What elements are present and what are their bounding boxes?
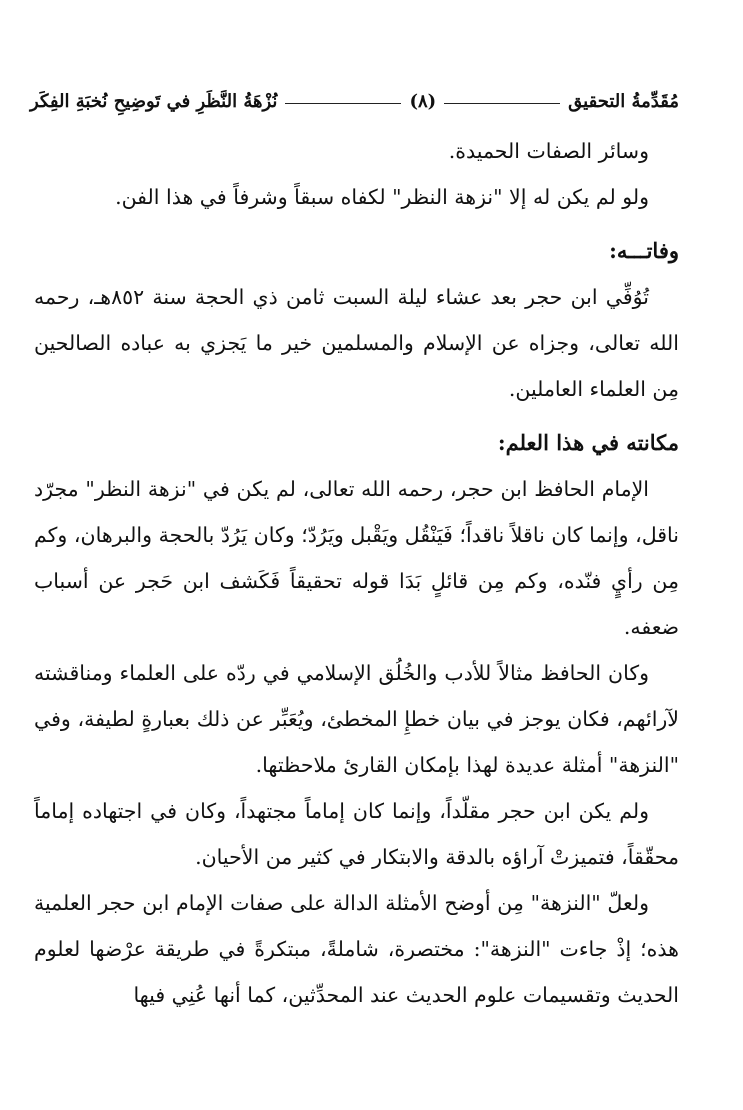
paragraph: تُوُفِّي ابن حجر بعد عشاء ليلة السبت ثامن ذي الحجة سنة ٨٥٢هـ، رحمه الله تعالى، وجزاه عن الإسلام والمسلمين خير ما يَجزي به عباده الصالحين مِن العلماء العاملين. [34, 285, 679, 401]
section-heading-death: وفاتـــه: [609, 238, 679, 263]
book-title: نُزْهَةُ النَّظَرِ في تَوضِيحِ نُخبَةِ الفِكَر [29, 90, 278, 112]
paragraph: ولو لم يكن له إلا "نزهة النظر" لكفاه سبقاً وشرفاً في هذا الفن. [115, 185, 649, 209]
paragraph: ولعلّ "النزهة" مِن أوضح الأمثلة الدالة على صفات الإمام ابن حجر العلمية هذه؛ إذْ جاءت "النزهة": مختصرة، شاملةً، مبتكرةً في طريقة عرْضها لعلوم الحديث وتقسيمات علوم الحديث عند المحدِّثين، كما أنها عُنِي فيها [34, 891, 679, 1007]
paragraph: الإمام الحافظ ابن حجر، رحمه الله تعالى، لم يكن في "نزهة النظر" مجرّد ناقل، وإنما كان ناقلاً ناقداً؛ فَيَنْقُل ويَقْبل ويَرُدّ؛ وكان يَرُدّ بالحجة والبرهان، وكم مِن رأيٍ فنّده، وكم مِن قائلٍ بَدَا قوله تحقيقاً فَكَشف ابن حَجر عن أسباب ضعفه. [34, 477, 679, 639]
running-header [30, 86, 679, 116]
header-rule-left [285, 103, 401, 104]
header-rule-right [444, 103, 560, 104]
paragraph: وسائر الصفات الحميدة. [448, 139, 649, 163]
section-heading-status: مكانته في هذا العلم: [497, 430, 679, 455]
paragraph: وكان الحافظ مثالاً للأدب والخُلُق الإسلامي في ردّه على العلماء ومناقشته لآرائهم، فكان يوجز في بيان خطإِ المخطئ، ويُعَبِّر عن ذلك بعبارةٍ لطيفة، وفي "النزهة" أمثلة عديدة لهذا بإمكان القارئ ملاحظتها. [34, 661, 679, 777]
paragraph: ولم يكن ابن حجر مقلّداً، وإنما كان إماماً مجتهداً، وكان في اجتهاده إماماً محقّقاً، فتميزتْ آراؤه بالدقة والابتكار في كثير من الأحيان. [34, 799, 679, 869]
page-number: (٨) [409, 90, 437, 112]
section-title: مُقَدِّمةُ التحقيق [568, 90, 679, 112]
body-text [34, 128, 679, 1018]
